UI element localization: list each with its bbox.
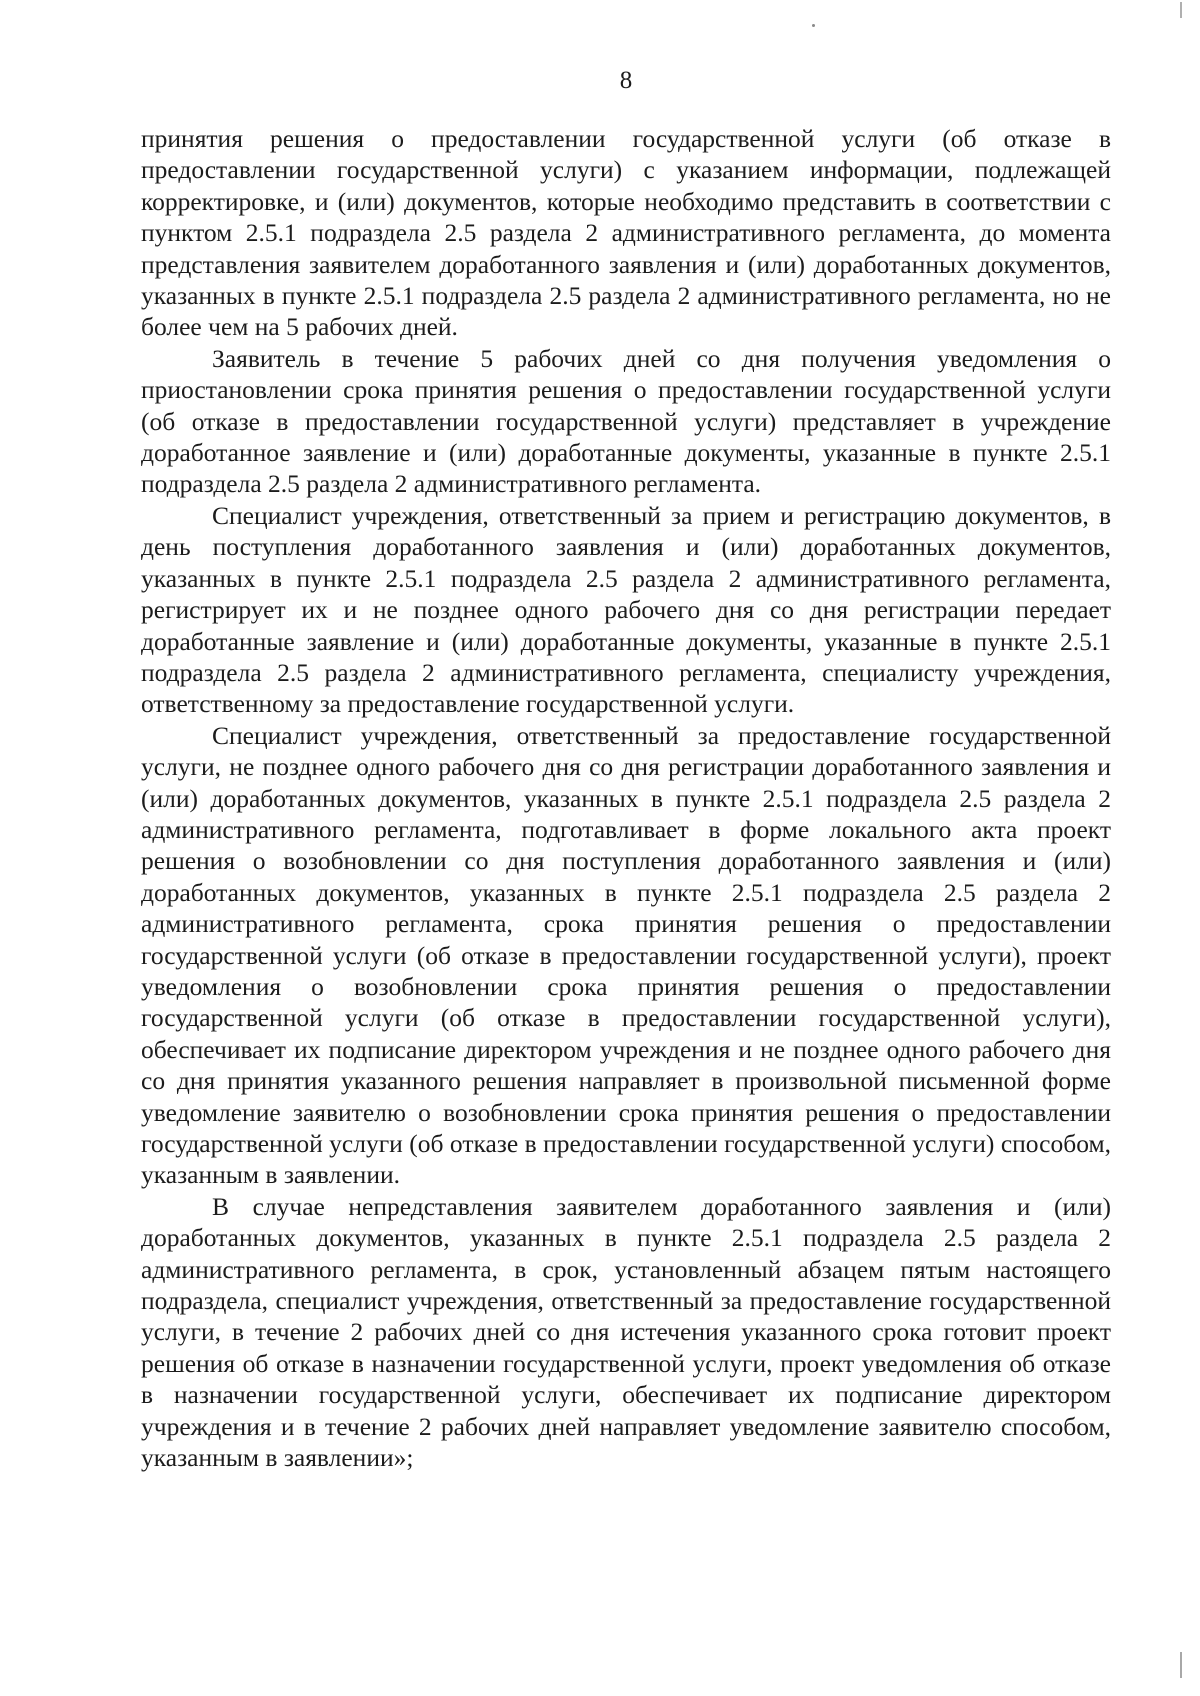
page-number: 8 xyxy=(619,67,633,94)
paragraph: Специалист учреждения, ответственный за предоставление государственной услуги, не позднее одного рабочего дня со дня регистрации доработанного заявления и (или) доработанных документов, указанных в пункте 2.5.1 подраздела 2.5 раздела 2 административного регламента, подготавливает в форме локального акта проект решения о возобновлении со дня поступления доработанного заявления и (или) доработанных документов, указанных в пункте 2.5.1 подраздела 2.5 раздела 2 административного регламента, срока принятия решения о предоставлении государственной услуги (об отказе в предоставлении государственной услуги), проект уведомления о возобновлении срока принятия решения о предоставлении государственной услуги (об отказе в предоставлении государственной услуги), обеспечивает их подписание директором учреждения и не позднее одного рабочего дня со дня принятия указанного решения направляет в произвольной письменной форме уведомление заявителю о возобновлении срока принятия решения о предоставлении государственной услуги (об отказе в предоставлении государственной услуги) способом, указанным в заявлении. xyxy=(141,720,1111,1190)
paragraph: принятия решения о предоставлении государственной услуги (об отказе в предоставлении государственной услуги) с указанием информации, подлежащей корректировке, и (или) документов, которые необходимо представить в соответствии с пунктом 2.5.1 подраздела 2.5 раздела 2 административного регламента, до момента представления заявителем доработанного заявления и (или) доработанных документов, указанных в пункте 2.5.1 подраздела 2.5 раздела 2 административного регламента, но не более чем на 5 рабочих дней. xyxy=(141,124,1111,342)
paragraph: Специалист учреждения, ответственный за прием и регистрацию документов, в день поступления доработанного заявления и (или) доработанных документов, указанных в пункте 2.5.1 подраздела 2.5 раздела 2 административного регламента, регистрирует их и не позднее одного рабочего дня со дня регистрации передает доработанные заявление и (или) доработанные документы, указанные в пункте 2.5.1 подраздела 2.5 раздела 2 административного регламента, специалисту учреждения, ответственному за предоставление государственной услуги. xyxy=(141,500,1111,719)
paragraph: В случае непредставления заявителем доработанного заявления и (или) доработанных документов, указанных в пункте 2.5.1 подраздела 2.5 раздела 2 административного регламента, в срок, установленный абзацем пятым настоящего подраздела, специалист учреждения, ответственный за предоставление государственной услуги, в течение 2 рабочих дней со дня истечения указанного срока готовит проект решения об отказе в назначении государственной услуги, проект уведомления об отказе в назначении государственной услуги, обеспечивает их подписание директором учреждения и в течение 2 рабочих дней направляет уведомление заявителю способом, указанным в заявлении»; xyxy=(141,1191,1111,1473)
scan-edge-mark xyxy=(1180,1652,1182,1678)
scan-edge-mark xyxy=(1180,2,1182,18)
document-body xyxy=(141,123,1111,1473)
scan-speck xyxy=(812,24,815,27)
paragraph: Заявитель в течение 5 рабочих дней со дня получения уведомления о приостановлении срока принятия решения о предоставлении государственной услуги (об отказе в предоставлении государственной услуги) представляет в учреждение доработанное заявление и (или) доработанные документы, указанные в пункте 2.5.1 подраздела 2.5 раздела 2 административного регламента. xyxy=(141,343,1111,499)
